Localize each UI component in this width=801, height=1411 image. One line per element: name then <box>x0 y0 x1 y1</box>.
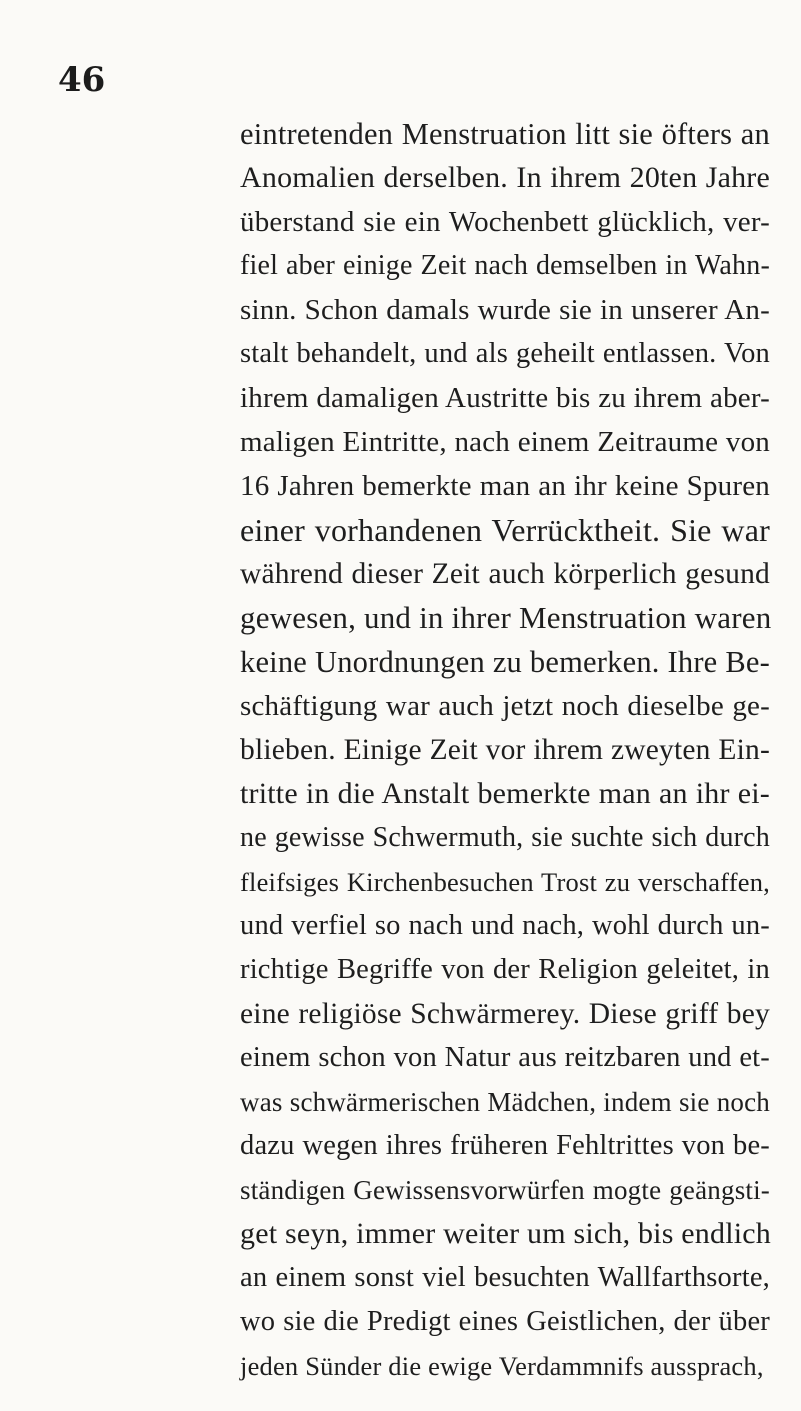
text-line: einer vorhandenen Verrücktheit. Sie war <box>240 512 770 548</box>
text-line: get seyn, immer weiter um sich, bis endlich <box>240 1217 771 1250</box>
text-line: eintretenden Menstruation litt sie öfters an <box>240 117 770 151</box>
text-line: 16 Jahren bemerkte man an ihr keine Spuren <box>240 470 770 502</box>
page-number: 46 <box>58 60 106 100</box>
text-line: ihrem damaligen Austritte bis zu ihrem aber- <box>240 382 770 414</box>
text-line: an einem sonst viel besuchten Wallfarthsorte, <box>240 1262 770 1293</box>
text-line: was schwärmerischen Mädchen, indem sie noch <box>240 1087 770 1117</box>
text-line: schäftigung war auch jetzt noch dieselbe ge- <box>240 690 770 722</box>
text-line: blieben. Einige Zeit vor ihrem zweyten Ein- <box>240 734 770 766</box>
text-line: tritte in die Anstalt bemerkte man an ihr ei- <box>240 777 770 810</box>
text-line: einem schon von Natur aus reitzbaren und et- <box>240 1042 770 1073</box>
text-line: dazu wegen ihres früheren Fehltrittes von be- <box>240 1130 770 1161</box>
text-line: fleifsiges Kirchenbesuchen Trost zu verschaffen, <box>240 867 770 897</box>
text-line: richtige Begriffe von der Religion geleitet, in <box>240 954 770 985</box>
text-line: maligen Eintritte, nach einem Zeitraume von <box>240 426 770 458</box>
text-line: überstand sie ein Wochenbett glücklich, ver- <box>240 206 770 238</box>
text-line: sinn. Schon damals wurde sie in unserer An- <box>240 294 770 326</box>
text-line: Anomalien derselben. In ihrem 20ten Jahre <box>240 161 770 194</box>
text-line: während dieser Zeit auch körperlich gesund <box>240 558 770 590</box>
text-line: keine Unordnungen zu bemerken. Ihre Be- <box>240 645 770 679</box>
text-line: fiel aber einige Zeit nach demselben in Wahn- <box>240 250 770 281</box>
text-line: ständigen Gewissensvorwürfen mogte geängsti- <box>240 1175 770 1205</box>
text-line: eine religiöse Schwärmerey. Diese griff bey <box>240 998 770 1030</box>
text-line: gewesen, und in ihrer Menstruation waren <box>240 600 772 635</box>
text-line: wo sie die Predigt eines Geistlichen, der über <box>240 1306 770 1337</box>
text-line: und verfiel so nach und nach, wohl durch un- <box>240 910 770 941</box>
text-line: stalt behandelt, und als geheilt entlassen. Von <box>240 338 770 369</box>
text-line: ne gewisse Schwermuth, sie suchte sich durch <box>240 822 770 853</box>
text-line: jeden Sünder die ewige Verdammnifs aussprach, <box>240 1351 764 1381</box>
